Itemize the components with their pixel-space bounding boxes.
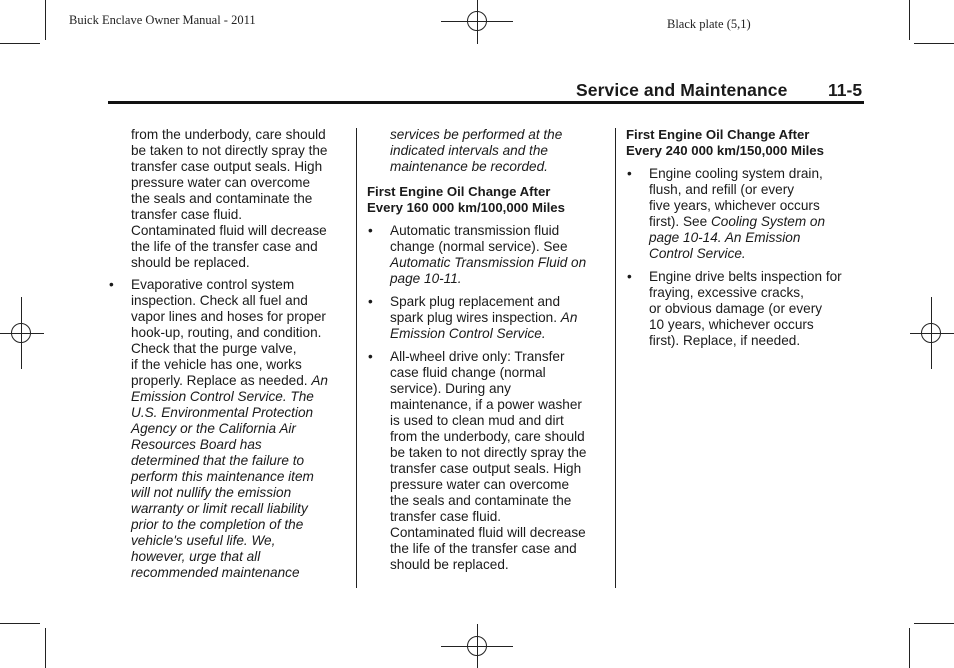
text-line: is used to clean mud and dirt [390, 413, 564, 428]
heading-line: First Engine Oil Change After [367, 184, 551, 199]
text-line: will not nullify the emission [131, 485, 292, 500]
text-line: pressure water can overcome [390, 477, 570, 492]
column-1 [108, 127, 348, 581]
text-line: maintenance, if a power washer [390, 397, 582, 412]
text-line [649, 214, 866, 230]
column-divider [615, 128, 616, 588]
text-line: Contaminated fluid will decrease [390, 525, 586, 540]
section-heading-240000 [626, 127, 866, 159]
text-line: transfer case fluid. [131, 207, 243, 222]
text-span: spark plug wires inspection. [390, 310, 561, 325]
text-line: five years, whichever occurs [649, 198, 820, 213]
reference-link[interactable]: page 10-11. [390, 271, 462, 286]
bullet-icon: • [109, 277, 114, 292]
text-line: Resources Board has [131, 437, 262, 452]
text-line [390, 310, 609, 326]
crop-mark [909, 0, 910, 40]
column-3 [626, 127, 866, 349]
reference-link[interactable]: An [311, 373, 328, 388]
text-line: be taken to not directly spray the [390, 445, 587, 460]
text-line: determined that the failure to [131, 453, 305, 468]
bullet-evaporative-control [108, 277, 348, 581]
column-divider [356, 128, 357, 588]
text-line [131, 373, 348, 389]
text-line: U.S. Environmental Protection [131, 405, 314, 420]
text-line: Engine drive belts inspection for [649, 269, 842, 284]
bullet-drive-belts [626, 269, 866, 349]
reference-link[interactable]: Emission Control Service. [390, 326, 546, 341]
bullet-engine-cooling [626, 166, 866, 262]
text-line: recommended maintenance [131, 565, 300, 580]
text-line: prior to the completion of the [131, 517, 304, 532]
crop-mark [909, 628, 910, 668]
crop-mark [45, 0, 46, 40]
text-line: hook-up, routing, and condition. [131, 325, 322, 340]
reference-link[interactable]: Automatic Transmission Fluid on [390, 255, 587, 270]
text-line: warranty or limit recall liability [131, 501, 308, 516]
text-line: transfer case output seals. High [131, 159, 323, 174]
bullet-icon: • [368, 223, 373, 238]
text-line: Emission Control Service. The [131, 389, 314, 404]
reference-link[interactable]: Cooling System on [710, 214, 826, 229]
text-line: Engine cooling system drain, [649, 166, 823, 181]
continued-paragraph [108, 127, 348, 271]
text-line: Automatic transmission fluid [390, 223, 560, 238]
crop-mark [0, 623, 40, 624]
text-line: Evaporative control system [131, 277, 295, 292]
section-title: Service and Maintenance [576, 80, 788, 100]
text-line: flush, and refill (or every [649, 182, 795, 197]
text-line: Check that the purge valve, [131, 341, 297, 356]
crop-mark [0, 43, 40, 44]
heading-line: First Engine Oil Change After [626, 127, 810, 142]
bullet-icon: • [368, 349, 373, 364]
text-line: Contaminated fluid will decrease [131, 223, 327, 238]
bullet-icon: • [627, 269, 632, 284]
text-line: should be replaced. [131, 255, 250, 270]
text-line: case fluid change (normal [390, 365, 546, 380]
reference-link[interactable]: page 10-14. An Emission [649, 230, 801, 245]
text-line: indicated intervals and the [390, 143, 548, 158]
reference-link[interactable]: Control Service. [649, 246, 746, 261]
text-line: services be performed at the [390, 127, 563, 142]
text-span: properly. Replace as needed. [131, 373, 312, 388]
crop-mark [914, 623, 954, 624]
continued-paragraph [367, 127, 609, 175]
text-line: vehicle's useful life. We, [131, 533, 276, 548]
text-line: or obvious damage (or every [649, 301, 823, 316]
crop-mark [914, 43, 954, 44]
text-line: be taken to not directly spray the [131, 143, 328, 158]
text-span: first). See [649, 214, 711, 229]
text-line: All-wheel drive only: Transfer [390, 349, 565, 364]
page-number: 11-5 [828, 80, 863, 100]
bullet-spark-plug [367, 294, 609, 342]
text-line: first). Replace, if needed. [649, 333, 801, 348]
text-line: from the underbody, care should [131, 127, 326, 142]
text-line: 10 years, whichever occurs [649, 317, 814, 332]
text-line: the seals and contaminate the [131, 191, 313, 206]
text-line: if the vehicle has one, works [131, 357, 302, 372]
reference-link[interactable]: An [560, 310, 578, 325]
text-line: vapor lines and hoses for proper [131, 309, 326, 324]
title-rule [108, 101, 864, 104]
bullet-icon: • [627, 166, 632, 181]
bullet-all-wheel-drive [367, 349, 609, 573]
heading-line: Every 160 000 km/100,000 Miles [367, 200, 565, 215]
text-line: from the underbody, care should [390, 429, 585, 444]
text-line: the life of the transfer case and [390, 541, 577, 556]
text-line: should be replaced. [390, 557, 509, 572]
text-line: pressure water can overcome [131, 175, 311, 190]
bullet-icon: • [368, 294, 373, 309]
plate-label: Black plate (5,1) [667, 17, 751, 31]
heading-line: Every 240 000 km/150,000 Miles [626, 143, 824, 158]
text-line: inspection. Check all fuel and [131, 293, 308, 308]
text-line: perform this maintenance item [131, 469, 314, 484]
manual-title: Buick Enclave Owner Manual - 2011 [69, 13, 256, 27]
text-line: maintenance be recorded. [390, 159, 548, 174]
text-line: Spark plug replacement and [390, 294, 561, 309]
text-line: change (normal service). See [390, 239, 568, 254]
text-line: the life of the transfer case and [131, 239, 318, 254]
text-line: the seals and contaminate the [390, 493, 572, 508]
text-line: transfer case output seals. High [390, 461, 582, 476]
column-2 [367, 127, 609, 573]
text-line: transfer case fluid. [390, 509, 502, 524]
text-line: fraying, excessive cracks, [649, 285, 804, 300]
text-line: service). During any [390, 381, 511, 396]
text-line: however, urge that all [131, 549, 261, 564]
section-heading-160000 [367, 184, 609, 216]
text-line: Agency or the California Air [131, 421, 296, 436]
bullet-automatic-transmission [367, 223, 609, 287]
crop-mark [45, 628, 46, 668]
